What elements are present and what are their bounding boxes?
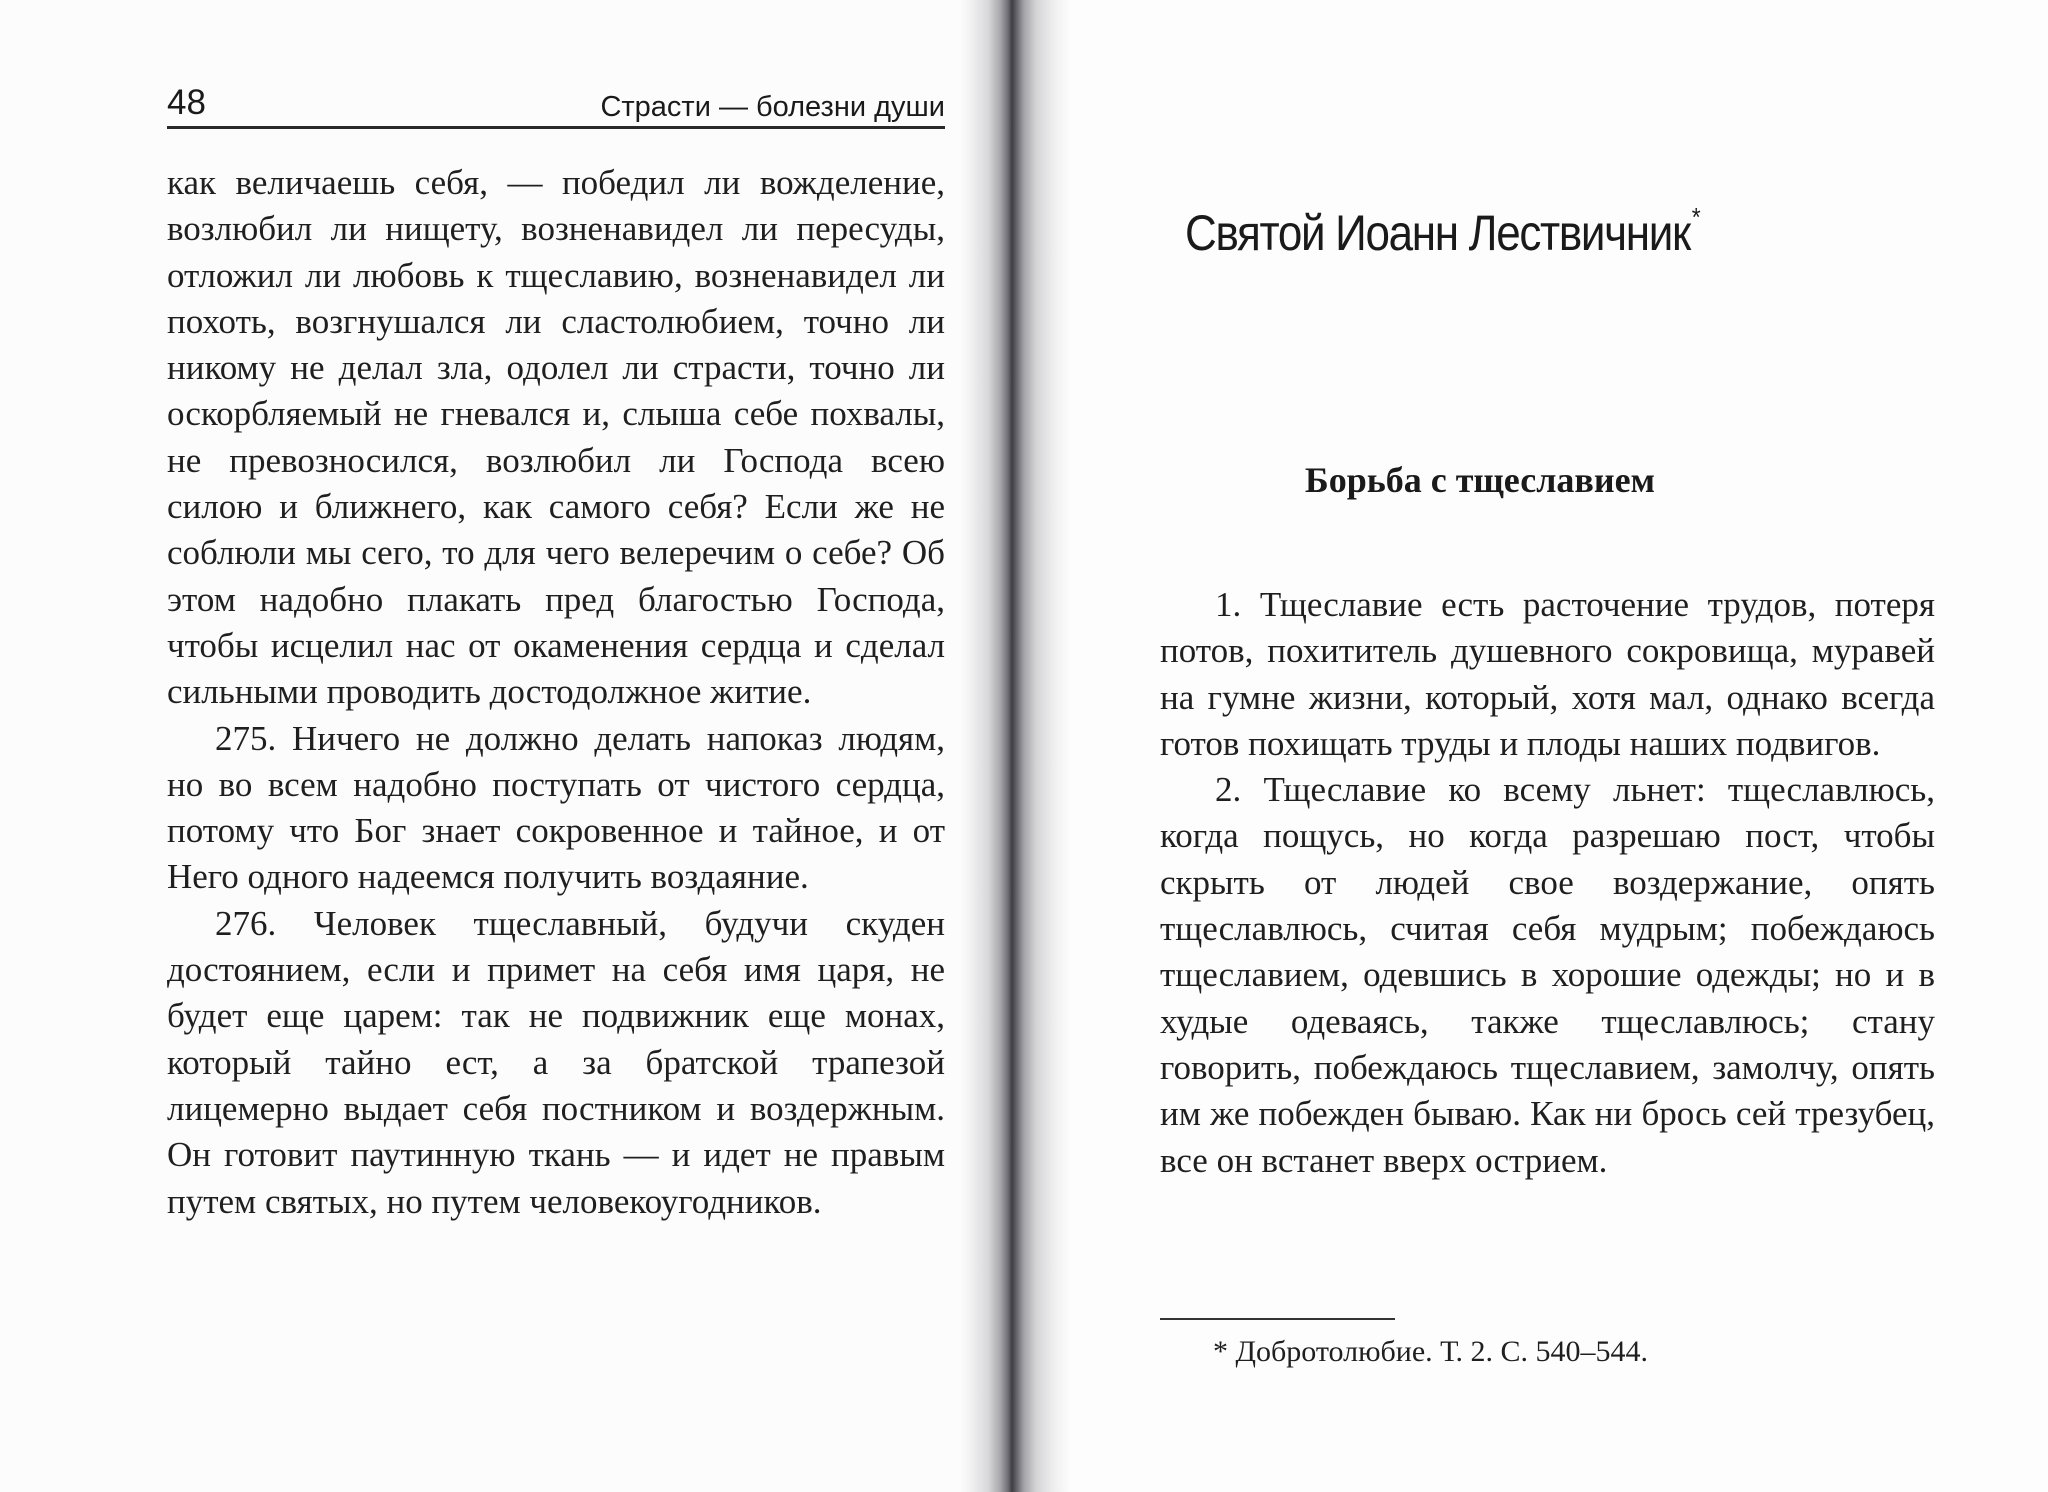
- footnote-mark: *: [1691, 202, 1700, 232]
- page-number: 48: [167, 83, 206, 122]
- paragraph-2: 2. Тщеславие ко всему льнет: тщеславлюсь, когда пощусь, но когда разрешаю пост, чтобы скрыть от людей свое воздержание, опять тщеславлюсь, считая себя мудрым; побеждаюсь тщеславием, одевшись в хорошие одежды; но и в худые одеваясь, также тщеславлюсь; стану говорить, побеждаюсь тщеславием, замолчу, опять им же побежден бываю. Как ни брось сей трезубец, все он встанет вверх острием.: [1160, 770, 1935, 1180]
- running-title: Страсти — болезни души: [600, 91, 945, 123]
- paragraph-276: 276. Человек тщеславный, будучи скуден достоянием, если и примет на себя имя царя, не будет еще царем: так не подвижник еще монах, который тайно ест, а за братской трапезой лицемерно выдает себя постником и воздержным. Он готовит паутинную ткань — и идет не правым путем святых, но путем человекоугодников.: [167, 903, 945, 1221]
- footnote: * Добротолюбие. Т. 2. С. 540–544.: [1213, 1335, 1648, 1368]
- chapter-title: [1185, 185, 1854, 265]
- left-page: [0, 0, 990, 1492]
- section-heading: Борьба с тщеславием: [1304, 460, 1656, 500]
- paragraph-continuation: как величаешь себя, — победил ли вожделение, возлюбил ли нищету, возненавидел ли пересуды, отложил ли любовь к тщеславию, возненавидел ли похоть, возгнушался ли сластолюбием, точно ли никому не делал зла, одолел ли страсти, точно ли оскорбляемый не гневался и, слыша себе похвалы, не превозносился, возлюбил ли Господа всею силою и ближнего, как самого себя? Если же не соблюли мы сего, то для чего велеречим о себе? Об этом надобно плакать пред благостью Господа, чтобы исцелил нас от окаменения сердца и сделал сильными проводить достодолжное житие.: [167, 163, 945, 712]
- paragraph-275: 275. Ничего не должно делать напоказ людям, но во всем надобно поступать от чистого сердца, потому что Бог знает сокровенное и тайное, и от Него одного надеемся получить воздаяние.: [167, 718, 945, 897]
- left-body-text: [167, 160, 945, 1225]
- paragraph-1: 1. Тщеславие есть расточение трудов, потеря потов, похититель душевного сокровища, муравей на гумне жизни, который, хотя мал, однако всегда готов похищать труды и плоды наших подвигов.: [1160, 585, 1935, 763]
- book-gutter: [960, 0, 1070, 1492]
- chapter-title-text: Святой Иоанн Лествичник: [1185, 205, 1690, 261]
- right-body-text: [1160, 582, 1935, 1184]
- footnote-rule: [1160, 1318, 1395, 1320]
- running-head: [167, 80, 945, 129]
